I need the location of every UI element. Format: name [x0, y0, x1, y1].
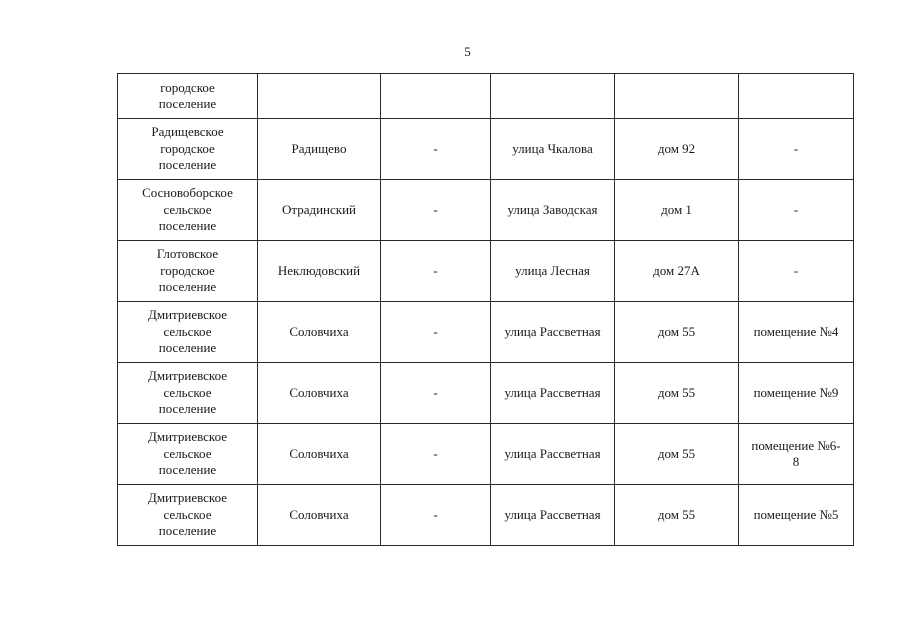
locality-cell: Соловчиха	[258, 485, 381, 546]
settlement-cell: Сосновоборское сельское поселение	[118, 180, 258, 241]
dash-cell: -	[381, 424, 491, 485]
address-table	[117, 73, 854, 546]
page-number: 5	[464, 44, 471, 59]
locality-cell: Соловчиха	[258, 424, 381, 485]
settlement-cell: Дмитриевское сельское поселение	[118, 424, 258, 485]
table-row	[118, 74, 854, 119]
street-cell: улица Заводская	[491, 180, 615, 241]
table-row	[118, 119, 854, 180]
room-cell: помещение №4	[739, 302, 854, 363]
house-cell: дом 55	[615, 424, 739, 485]
house-cell: дом 55	[615, 485, 739, 546]
settlement-cell: городское поселение	[118, 74, 258, 119]
house-cell: дом 92	[615, 119, 739, 180]
room-cell: помещение №9	[739, 363, 854, 424]
table-row	[118, 241, 854, 302]
room-cell	[739, 74, 854, 119]
dash-cell: -	[381, 241, 491, 302]
street-cell	[491, 74, 615, 119]
table-row	[118, 424, 854, 485]
house-cell: дом 1	[615, 180, 739, 241]
locality-cell: Соловчиха	[258, 363, 381, 424]
locality-cell: Отрадинский	[258, 180, 381, 241]
street-cell: улица Рассветная	[491, 302, 615, 363]
street-cell: улица Рассветная	[491, 485, 615, 546]
room-cell: помещение №5	[739, 485, 854, 546]
locality-cell: Соловчиха	[258, 302, 381, 363]
dash-cell: -	[381, 180, 491, 241]
house-cell: дом 55	[615, 302, 739, 363]
dash-cell: -	[381, 485, 491, 546]
locality-cell	[258, 74, 381, 119]
house-cell: дом 55	[615, 363, 739, 424]
settlement-cell: Дмитриевское сельское поселение	[118, 485, 258, 546]
street-cell: улица Рассветная	[491, 363, 615, 424]
settlement-cell: Дмитриевское сельское поселение	[118, 302, 258, 363]
table-row	[118, 363, 854, 424]
street-cell: улица Лесная	[491, 241, 615, 302]
table-row	[118, 180, 854, 241]
room-cell: -	[739, 180, 854, 241]
dash-cell: -	[381, 363, 491, 424]
settlement-cell: Дмитриевское сельское поселение	[118, 363, 258, 424]
house-cell: дом 27А	[615, 241, 739, 302]
settlement-cell: Радищевское городское поселение	[118, 119, 258, 180]
table-row	[118, 485, 854, 546]
house-cell	[615, 74, 739, 119]
dash-cell: -	[381, 119, 491, 180]
table-row	[118, 302, 854, 363]
dash-cell: -	[381, 302, 491, 363]
room-cell: -	[739, 119, 854, 180]
street-cell: улица Рассветная	[491, 424, 615, 485]
dash-cell	[381, 74, 491, 119]
room-cell: -	[739, 241, 854, 302]
settlement-cell: Глотовское городское поселение	[118, 241, 258, 302]
street-cell: улица Чкалова	[491, 119, 615, 180]
locality-cell: Неклюдовский	[258, 241, 381, 302]
room-cell: помещение №6- 8	[739, 424, 854, 485]
locality-cell: Радищево	[258, 119, 381, 180]
